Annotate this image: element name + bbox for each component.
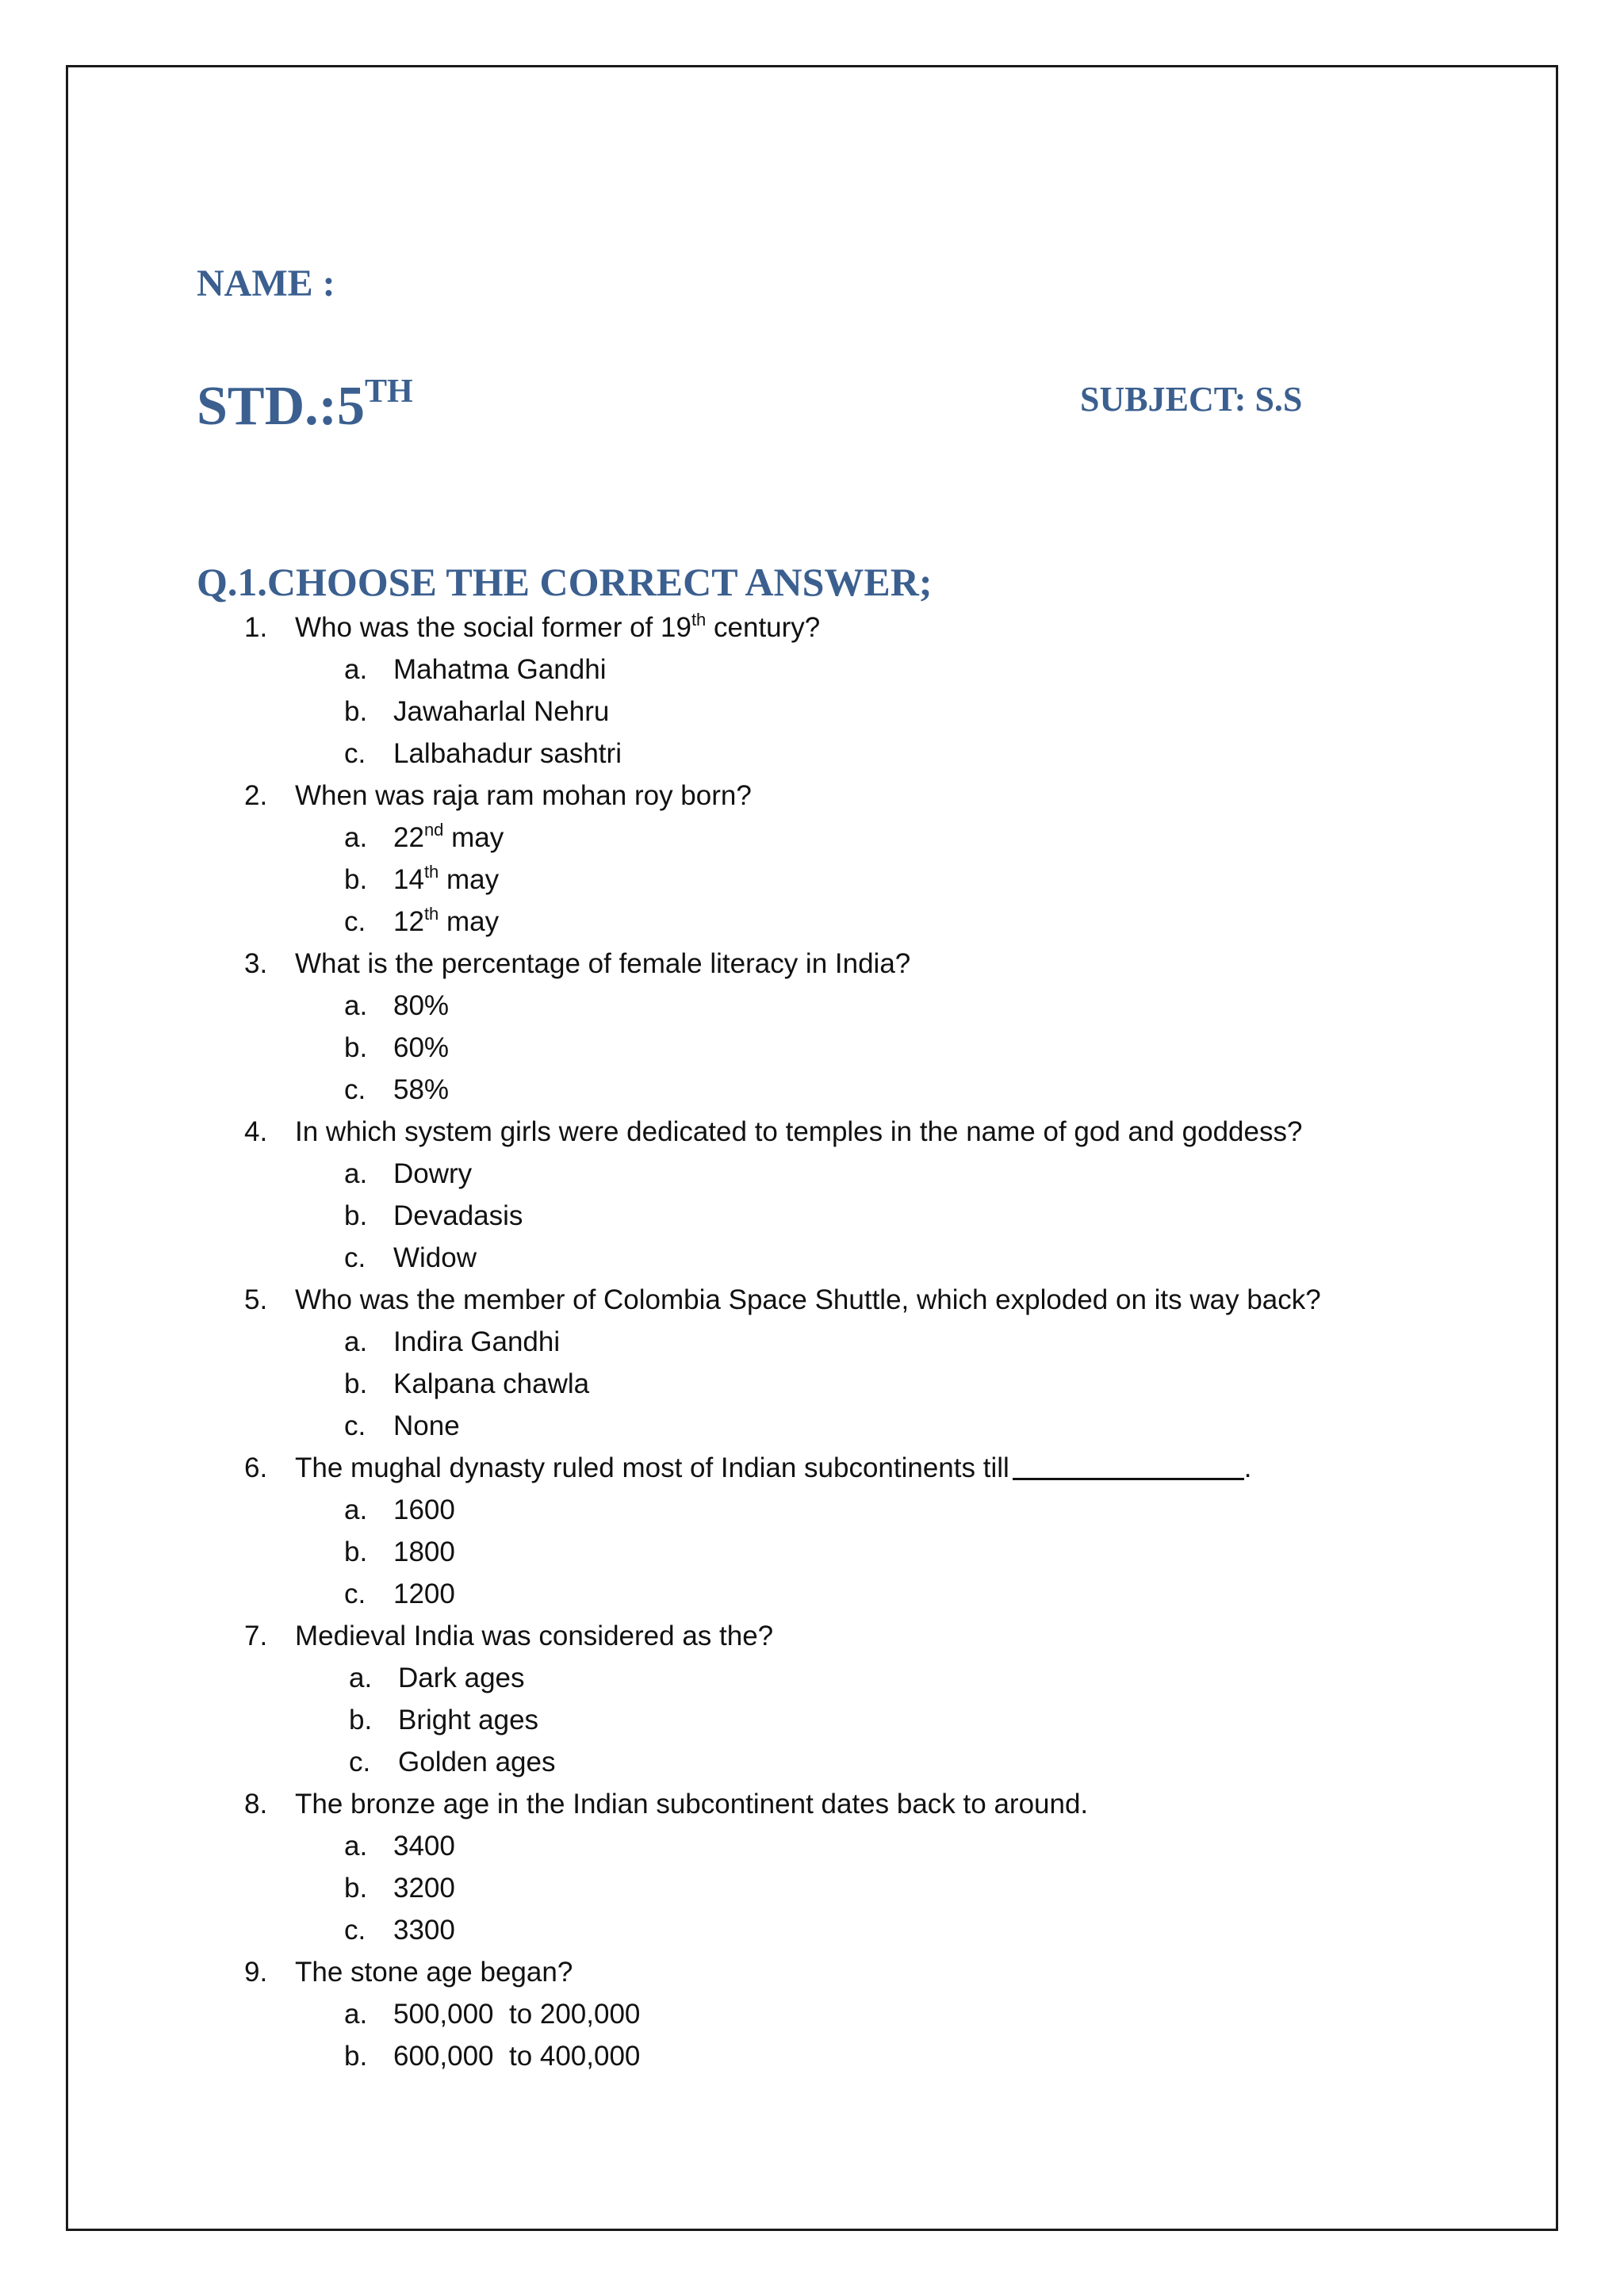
std-label-suffix: TH	[364, 373, 413, 410]
answer-blank	[1013, 1454, 1244, 1480]
option-text: 60%	[393, 1032, 450, 1063]
option-text: Jawaharlal Nehru	[393, 696, 610, 727]
option-letter: b.	[344, 1368, 368, 1399]
option-text: None	[393, 1410, 460, 1441]
option-text: 12th may	[393, 904, 500, 937]
option-text: Golden ages	[398, 1747, 556, 1777]
option-letter: c.	[344, 738, 366, 769]
option-text: 3200	[393, 1873, 455, 1904]
option-text: 500,000 to 200,000	[393, 1999, 641, 2030]
option-text: 600,000 to 400,000	[393, 2041, 641, 2072]
option-letter: c.	[344, 1915, 366, 1946]
option-letter: b.	[344, 1032, 368, 1063]
option-text: 1600	[393, 1494, 455, 1525]
option-text: 22nd may	[393, 820, 504, 853]
name-label: NAME :	[197, 262, 335, 304]
subject-label: SUBJECT: S.S	[1080, 380, 1303, 419]
option-text: 14th may	[393, 862, 500, 895]
option-text: 80%	[393, 990, 450, 1021]
option-text: 1800	[393, 1536, 455, 1567]
option-letter: b.	[344, 864, 368, 895]
option-letter: c.	[344, 1410, 366, 1441]
option-text: Kalpana chawla	[393, 1368, 590, 1399]
option-text: Indira Gandhi	[393, 1326, 561, 1357]
option-text: Widow	[393, 1242, 477, 1273]
option-letter: b.	[349, 1705, 373, 1735]
option-text: 58%	[393, 1074, 450, 1105]
option-letter: a.	[344, 654, 368, 685]
option-letter: b.	[344, 696, 368, 727]
question-text: When was raja ram mohan roy born?	[295, 780, 752, 811]
question-text: Who was the member of Colombia Space Shuttle, which exploded on its way back?	[295, 1284, 1321, 1315]
question-number: 1.	[244, 612, 268, 643]
question-text: The mughal dynasty ruled most of Indian subcontinents till .	[295, 1452, 1252, 1483]
section-heading: Q.1.CHOOSE THE CORRECT ANSWER;	[197, 560, 933, 604]
option-letter: a.	[344, 1999, 368, 2030]
option-text: 3400	[393, 1831, 455, 1862]
option-text: 3300	[393, 1915, 455, 1946]
option-text: Dark ages	[398, 1663, 525, 1693]
option-letter: a.	[344, 990, 368, 1021]
option-text: Mahatma Gandhi	[393, 654, 607, 685]
option-text: Dowry	[393, 1158, 473, 1189]
option-letter: c.	[349, 1747, 371, 1777]
question-number: 6.	[244, 1452, 268, 1483]
option-letter: c.	[344, 1242, 366, 1273]
option-letter: c.	[344, 1074, 366, 1105]
option-letter: b.	[344, 1200, 368, 1231]
question-text: Medieval India was considered as the?	[295, 1621, 774, 1651]
question-number: 5.	[244, 1284, 268, 1315]
option-letter: c.	[344, 1578, 366, 1609]
question-number: 9.	[244, 1957, 268, 1988]
option-letter: a.	[349, 1663, 373, 1693]
option-text: 1200	[393, 1578, 455, 1609]
std-label-text: STD.:5	[197, 376, 365, 437]
question-number: 7.	[244, 1621, 268, 1651]
option-text: Lalbahadur sashtri	[393, 738, 622, 769]
option-letter: a.	[344, 1326, 368, 1357]
question-text: The stone age began?	[295, 1957, 573, 1988]
option-text: Bright ages	[398, 1705, 539, 1735]
option-letter: b.	[344, 1873, 368, 1904]
question-text: What is the percentage of female literacy in India?	[295, 948, 911, 979]
question-number: 2.	[244, 780, 268, 811]
question-number: 8.	[244, 1789, 268, 1820]
question-text: In which system girls were dedicated to temples in the name of god and goddess?	[295, 1116, 1303, 1147]
option-letter: a.	[344, 1158, 368, 1189]
question-number: 4.	[244, 1116, 268, 1147]
option-letter: b.	[344, 1536, 368, 1567]
option-letter: c.	[344, 906, 366, 937]
question-text: Who was the social former of 19th century?	[295, 610, 821, 643]
question-number: 3.	[244, 948, 268, 979]
option-text: Devadasis	[393, 1200, 523, 1231]
option-letter: a.	[344, 1831, 368, 1862]
option-letter: a.	[344, 1494, 368, 1525]
question-text: The bronze age in the Indian subcontinent dates back to around.	[295, 1789, 1089, 1820]
option-letter: a.	[344, 822, 368, 853]
option-letter: b.	[344, 2041, 368, 2072]
